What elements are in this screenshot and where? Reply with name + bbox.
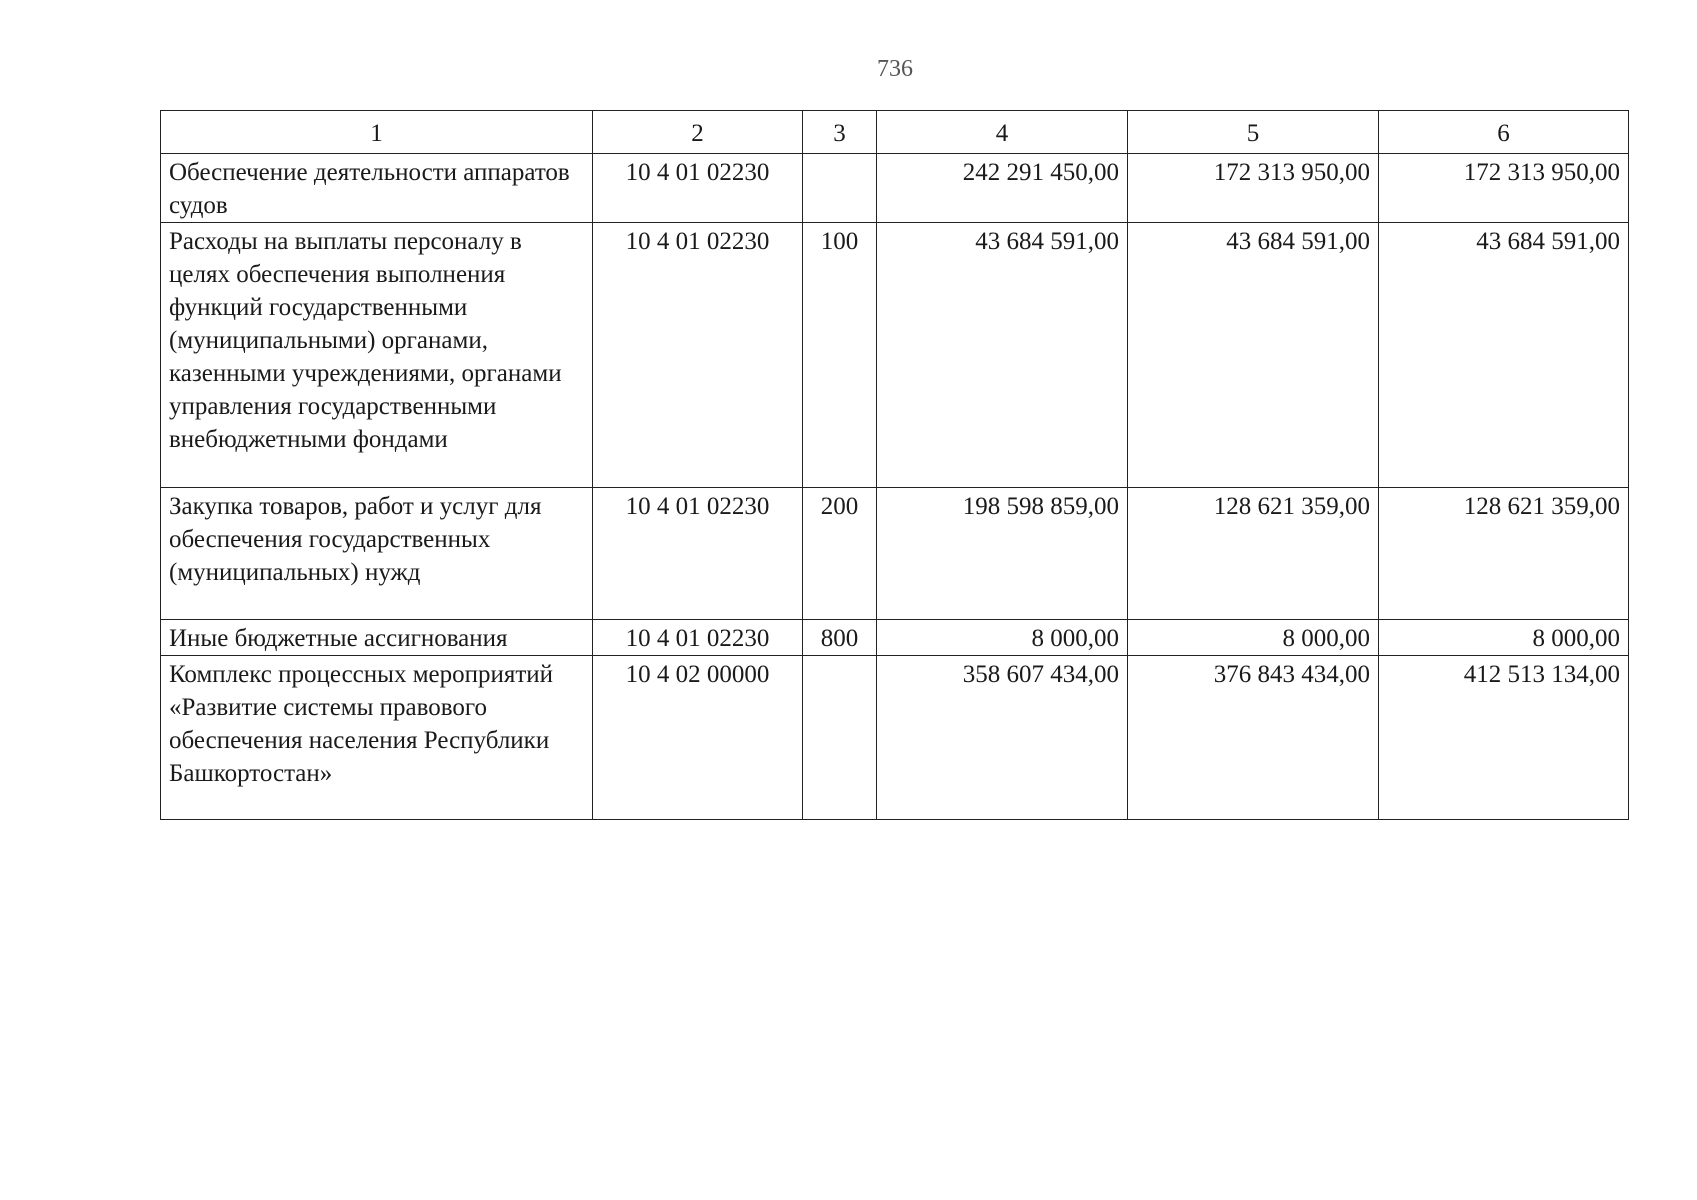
row-type: 200 — [803, 488, 877, 620]
row-type: 800 — [803, 620, 877, 656]
row-value-4: 358 607 434,00 — [877, 656, 1128, 820]
row-value-4: 198 598 859,00 — [877, 488, 1128, 620]
row-type — [803, 154, 877, 223]
column-header-4: 4 — [877, 111, 1128, 154]
budget-table — [160, 110, 1629, 820]
row-code: 10 4 02 00000 — [593, 656, 803, 820]
row-type — [803, 656, 877, 820]
table-header-row — [161, 111, 1629, 154]
row-value-5: 8 000,00 — [1128, 620, 1379, 656]
row-name: Комплекс процессных мероприятий «Развитие системы правового обеспечения населения Республики Башкортостан» — [161, 656, 593, 820]
table-row — [161, 620, 1629, 656]
row-name: Расходы на выплаты персоналу в целях обеспечения выполнения функций государственными (муниципальными) органами, казенными учреждениями, органами управления государственными внебюджетными фондами — [161, 223, 593, 488]
column-header-5: 5 — [1128, 111, 1379, 154]
row-name: Обеспечение деятельности аппаратов судов — [161, 154, 593, 223]
table-row — [161, 223, 1629, 488]
page-number: 736 — [877, 56, 913, 82]
table-row — [161, 656, 1629, 820]
row-value-5: 43 684 591,00 — [1128, 223, 1379, 488]
column-header-1: 1 — [161, 111, 593, 154]
column-header-2: 2 — [593, 111, 803, 154]
row-type: 100 — [803, 223, 877, 488]
table-row — [161, 488, 1629, 620]
row-code: 10 4 01 02230 — [593, 154, 803, 223]
row-value-6: 172 313 950,00 — [1379, 154, 1629, 223]
row-value-6: 128 621 359,00 — [1379, 488, 1629, 620]
row-value-4: 43 684 591,00 — [877, 223, 1128, 488]
column-header-6: 6 — [1379, 111, 1629, 154]
row-code: 10 4 01 02230 — [593, 223, 803, 488]
row-code: 10 4 01 02230 — [593, 488, 803, 620]
row-value-4: 242 291 450,00 — [877, 154, 1128, 223]
row-value-5: 128 621 359,00 — [1128, 488, 1379, 620]
row-name: Закупка товаров, работ и услуг для обеспечения государственных (муниципальных) нужд — [161, 488, 593, 620]
row-value-6: 412 513 134,00 — [1379, 656, 1629, 820]
row-value-5: 172 313 950,00 — [1128, 154, 1379, 223]
row-value-6: 8 000,00 — [1379, 620, 1629, 656]
table-row — [161, 154, 1629, 223]
row-code: 10 4 01 02230 — [593, 620, 803, 656]
row-value-6: 43 684 591,00 — [1379, 223, 1629, 488]
row-value-5: 376 843 434,00 — [1128, 656, 1379, 820]
row-value-4: 8 000,00 — [877, 620, 1128, 656]
column-header-3: 3 — [803, 111, 877, 154]
row-name: Иные бюджетные ассигнования — [161, 620, 593, 656]
